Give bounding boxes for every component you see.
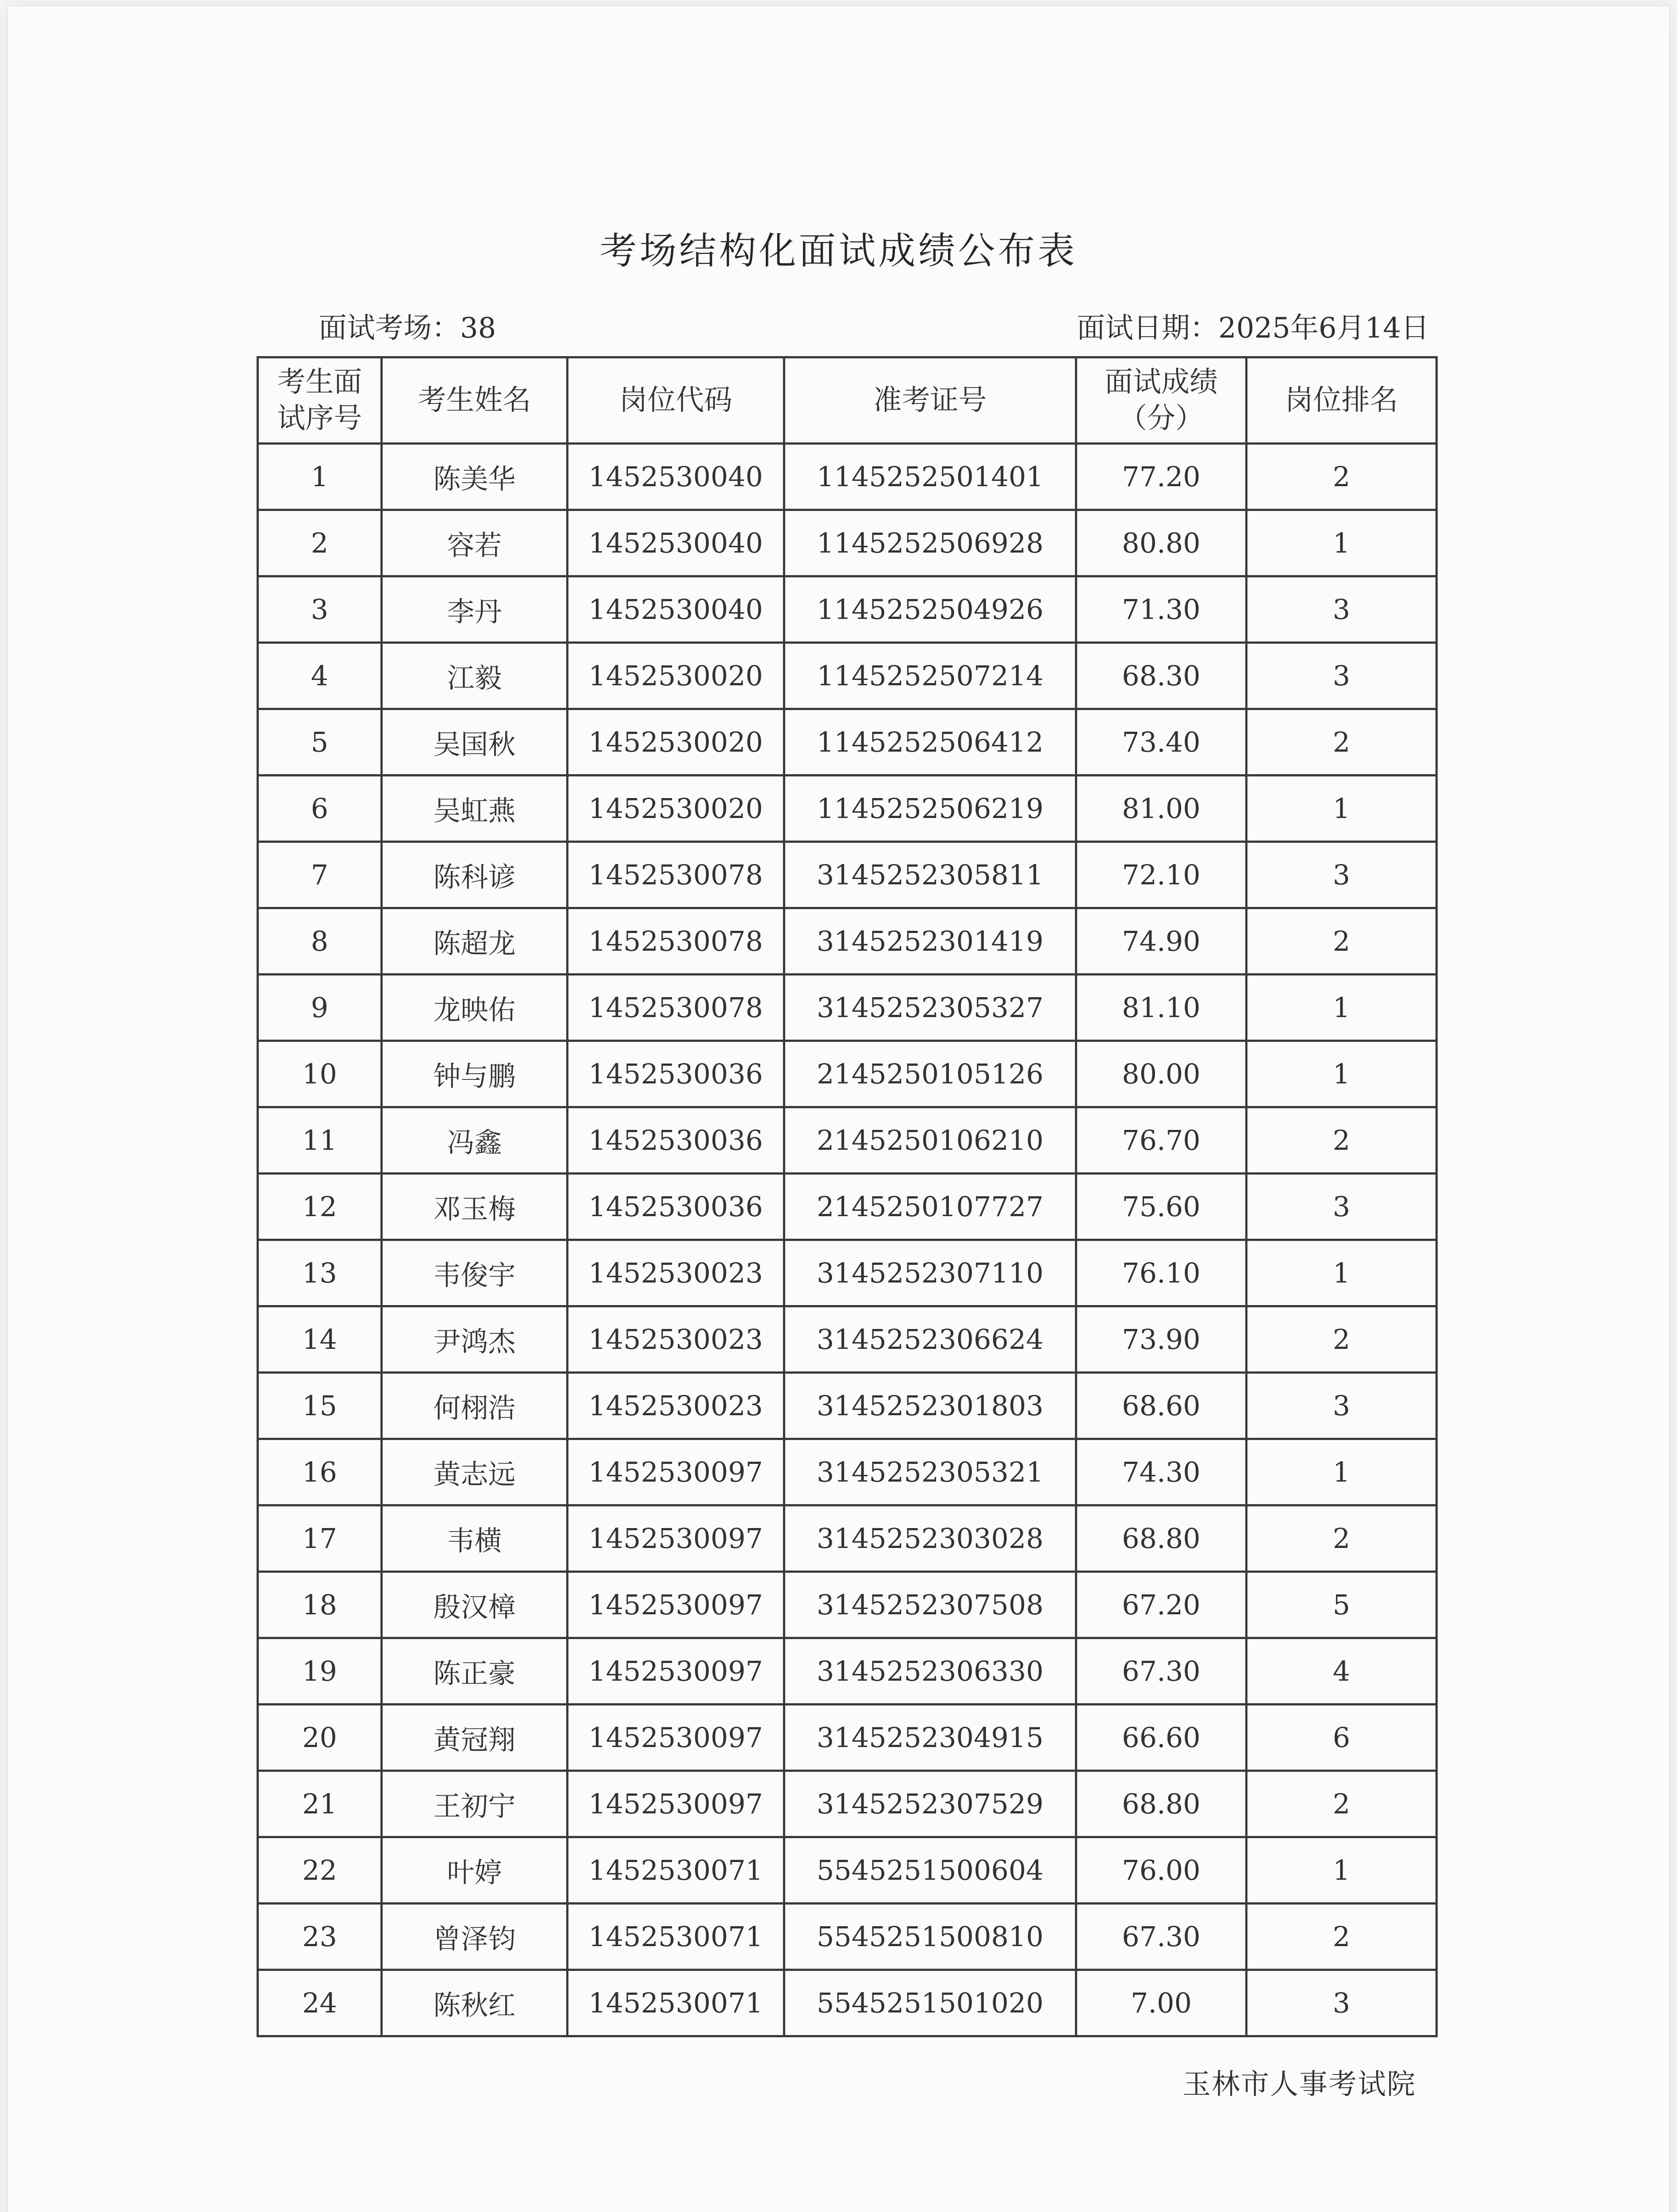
cell-name: 吴虹燕	[382, 776, 568, 842]
cell-ticket: 3145252306624	[784, 1306, 1076, 1373]
cell-seq: 7	[258, 842, 382, 908]
cell-rank: 4	[1247, 1638, 1437, 1705]
cell-score: 7.00	[1076, 1970, 1247, 2036]
cell-rank: 3	[1247, 1174, 1437, 1240]
table-row	[258, 643, 1437, 709]
cell-ticket: 1145252504926	[784, 576, 1076, 643]
table-row	[258, 1638, 1437, 1705]
cell-seq: 5	[258, 709, 382, 776]
cell-score: 76.00	[1076, 1837, 1247, 1904]
cell-seq: 11	[258, 1107, 382, 1174]
cell-rank: 3	[1247, 643, 1437, 709]
cell-ticket: 3145252307110	[784, 1240, 1076, 1306]
table-row	[258, 1373, 1437, 1439]
cell-seq: 3	[258, 576, 382, 643]
cell-name: 冯鑫	[382, 1107, 568, 1174]
cell-seq: 12	[258, 1174, 382, 1240]
cell-ticket: 5545251500604	[784, 1837, 1076, 1904]
cell-post-code: 1452530036	[568, 1174, 784, 1240]
cell-score: 80.00	[1076, 1041, 1247, 1107]
exam-room-info	[319, 305, 496, 346]
cell-ticket: 3145252301803	[784, 1373, 1076, 1439]
cell-score: 74.90	[1076, 908, 1247, 975]
cell-name: 陈科谚	[382, 842, 568, 908]
cell-ticket: 2145250105126	[784, 1041, 1076, 1107]
cell-seq: 19	[258, 1638, 382, 1705]
cell-ticket: 3145252307508	[784, 1572, 1076, 1638]
issuer-footer: 玉林市人事考试院	[1182, 2068, 1416, 2101]
cell-post-code: 1452530040	[568, 576, 784, 643]
cell-score: 74.30	[1076, 1439, 1247, 1505]
cell-score: 68.30	[1076, 643, 1247, 709]
exam-room-label: 面试考场：	[319, 312, 460, 345]
cell-post-code: 1452530023	[568, 1240, 784, 1306]
table-row	[258, 908, 1437, 975]
table-row	[258, 1240, 1437, 1306]
cell-seq: 20	[258, 1705, 382, 1771]
cell-post-code: 1452530023	[568, 1373, 784, 1439]
cell-post-code: 1452530078	[568, 842, 784, 908]
cell-name: 韦俊宇	[382, 1240, 568, 1306]
cell-post-code: 1452530023	[568, 1306, 784, 1373]
cell-name: 钟与鹏	[382, 1041, 568, 1107]
document-title: 考场结构化面试成绩公布表	[599, 229, 1078, 273]
header-score-line2: （分）	[1119, 402, 1204, 435]
cell-rank: 1	[1247, 975, 1437, 1041]
cell-name: 王初宁	[382, 1771, 568, 1837]
cell-rank: 2	[1247, 444, 1437, 510]
cell-ticket: 1145252506219	[784, 776, 1076, 842]
cell-name: 黄冠翔	[382, 1705, 568, 1771]
cell-rank: 1	[1247, 510, 1437, 576]
table-row	[258, 975, 1437, 1041]
cell-seq: 21	[258, 1771, 382, 1837]
cell-score: 67.30	[1076, 1638, 1247, 1705]
cell-seq: 14	[258, 1306, 382, 1373]
table-row	[258, 1837, 1437, 1904]
cell-rank: 3	[1247, 576, 1437, 643]
cell-ticket: 1145252506412	[784, 709, 1076, 776]
cell-score: 73.90	[1076, 1306, 1247, 1373]
header-post-code: 岗位代码	[568, 357, 784, 444]
table-header-row	[258, 357, 1437, 444]
cell-seq: 8	[258, 908, 382, 975]
cell-ticket: 3145252303028	[784, 1505, 1076, 1572]
cell-seq: 15	[258, 1373, 382, 1439]
cell-post-code: 1452530097	[568, 1771, 784, 1837]
table-row	[258, 1439, 1437, 1505]
cell-rank: 1	[1247, 1240, 1437, 1306]
cell-name: 陈美华	[382, 444, 568, 510]
cell-name: 叶婷	[382, 1837, 568, 1904]
cell-rank: 3	[1247, 1970, 1437, 2036]
cell-score: 73.40	[1076, 709, 1247, 776]
table-body	[258, 444, 1437, 2036]
table-row	[258, 1970, 1437, 2036]
cell-rank: 1	[1247, 1439, 1437, 1505]
exam-date-info	[1077, 305, 1429, 346]
cell-seq: 4	[258, 643, 382, 709]
cell-score: 68.80	[1076, 1771, 1247, 1837]
cell-post-code: 1452530020	[568, 709, 784, 776]
table-row	[258, 1771, 1437, 1837]
cell-name: 龙映佑	[382, 975, 568, 1041]
table-row	[258, 709, 1437, 776]
cell-name: 李丹	[382, 576, 568, 643]
header-ticket: 准考证号	[784, 357, 1076, 444]
cell-name: 韦横	[382, 1505, 568, 1572]
cell-seq: 24	[258, 1970, 382, 2036]
cell-post-code: 1452530036	[568, 1107, 784, 1174]
cell-post-code: 1452530040	[568, 444, 784, 510]
cell-rank: 3	[1247, 1373, 1437, 1439]
cell-name: 陈超龙	[382, 908, 568, 975]
cell-ticket: 3145252306330	[784, 1638, 1076, 1705]
cell-score: 68.60	[1076, 1373, 1247, 1439]
cell-name: 何栩浩	[382, 1373, 568, 1439]
cell-post-code: 1452530078	[568, 975, 784, 1041]
cell-ticket: 3145252304915	[784, 1705, 1076, 1771]
cell-score: 81.00	[1076, 776, 1247, 842]
cell-post-code: 1452530078	[568, 908, 784, 975]
cell-ticket: 3145252305327	[784, 975, 1076, 1041]
header-name: 考生姓名	[382, 357, 568, 444]
cell-post-code: 1452530071	[568, 1837, 784, 1904]
cell-post-code: 1452530020	[568, 643, 784, 709]
cell-rank: 2	[1247, 1306, 1437, 1373]
cell-post-code: 1452530071	[568, 1970, 784, 2036]
cell-seq: 22	[258, 1837, 382, 1904]
cell-ticket: 3145252305321	[784, 1439, 1076, 1505]
cell-score: 67.30	[1076, 1904, 1247, 1970]
cell-rank: 2	[1247, 1904, 1437, 1970]
exam-date-label: 面试日期：	[1076, 312, 1218, 345]
table-row	[258, 1174, 1437, 1240]
cell-name: 殷汉樟	[382, 1572, 568, 1638]
table-row	[258, 1705, 1437, 1771]
cell-post-code: 1452530020	[568, 776, 784, 842]
header-seq-line1: 考生面	[277, 366, 362, 399]
cell-seq: 6	[258, 776, 382, 842]
cell-score: 80.80	[1076, 510, 1247, 576]
cell-name: 曾泽钧	[382, 1904, 568, 1970]
cell-ticket: 2145250106210	[784, 1107, 1076, 1174]
cell-seq: 13	[258, 1240, 382, 1306]
cell-post-code: 1452530036	[568, 1041, 784, 1107]
cell-score: 72.10	[1076, 842, 1247, 908]
cell-seq: 1	[258, 444, 382, 510]
table-row	[258, 1306, 1437, 1373]
cell-score: 77.20	[1076, 444, 1247, 510]
cell-score: 66.60	[1076, 1705, 1247, 1771]
cell-score: 76.70	[1076, 1107, 1247, 1174]
cell-ticket: 5545251500810	[784, 1904, 1076, 1970]
cell-name: 江毅	[382, 643, 568, 709]
cell-name: 邓玉梅	[382, 1174, 568, 1240]
cell-name: 吴国秋	[382, 709, 568, 776]
cell-ticket: 2145250107727	[784, 1174, 1076, 1240]
table-row	[258, 1041, 1437, 1107]
cell-post-code: 1452530040	[568, 510, 784, 576]
cell-score: 71.30	[1076, 576, 1247, 643]
cell-rank: 3	[1247, 842, 1437, 908]
header-score-line1: 面试成绩	[1105, 366, 1218, 399]
cell-score: 68.80	[1076, 1505, 1247, 1572]
cell-post-code: 1452530097	[568, 1705, 784, 1771]
cell-rank: 6	[1247, 1705, 1437, 1771]
cell-rank: 1	[1247, 776, 1437, 842]
header-seq-line2: 试序号	[277, 402, 362, 435]
cell-name: 黄志远	[382, 1439, 568, 1505]
cell-seq: 23	[258, 1904, 382, 1970]
header-seq	[258, 357, 382, 444]
cell-ticket: 3145252301419	[784, 908, 1076, 975]
exam-room-value: 38	[460, 312, 496, 345]
cell-ticket: 3145252307529	[784, 1771, 1076, 1837]
header-rank: 岗位排名	[1247, 357, 1437, 444]
cell-ticket: 1145252501401	[784, 444, 1076, 510]
cell-post-code: 1452530097	[568, 1638, 784, 1705]
table-row	[258, 842, 1437, 908]
cell-name: 尹鸿杰	[382, 1306, 568, 1373]
cell-rank: 1	[1247, 1837, 1437, 1904]
table-row	[258, 510, 1437, 576]
cell-rank: 5	[1247, 1572, 1437, 1638]
table-row	[258, 1904, 1437, 1970]
cell-name: 陈秋红	[382, 1970, 568, 2036]
cell-rank: 2	[1247, 709, 1437, 776]
cell-seq: 2	[258, 510, 382, 576]
cell-rank: 2	[1247, 1771, 1437, 1837]
cell-seq: 16	[258, 1439, 382, 1505]
cell-rank: 1	[1247, 1041, 1437, 1107]
table-row	[258, 1572, 1437, 1638]
cell-score: 67.20	[1076, 1572, 1247, 1638]
cell-seq: 9	[258, 975, 382, 1041]
cell-post-code: 1452530071	[568, 1904, 784, 1970]
cell-seq: 10	[258, 1041, 382, 1107]
header-score	[1076, 357, 1247, 444]
table-row	[258, 1107, 1437, 1174]
cell-rank: 2	[1247, 908, 1437, 975]
table-row	[258, 1505, 1437, 1572]
cell-seq: 17	[258, 1505, 382, 1572]
table-row	[258, 444, 1437, 510]
score-table	[257, 356, 1438, 2037]
cell-score: 75.60	[1076, 1174, 1247, 1240]
table-row	[258, 576, 1437, 643]
cell-name: 容若	[382, 510, 568, 576]
cell-score: 81.10	[1076, 975, 1247, 1041]
cell-score: 76.10	[1076, 1240, 1247, 1306]
cell-name: 陈正豪	[382, 1638, 568, 1705]
exam-date-value: 2025年6月14日	[1218, 312, 1429, 345]
cell-post-code: 1452530097	[568, 1572, 784, 1638]
cell-ticket: 3145252305811	[784, 842, 1076, 908]
cell-rank: 2	[1247, 1505, 1437, 1572]
cell-ticket: 1145252506928	[784, 510, 1076, 576]
cell-ticket: 1145252507214	[784, 643, 1076, 709]
cell-rank: 2	[1247, 1107, 1437, 1174]
cell-post-code: 1452530097	[568, 1505, 784, 1572]
cell-post-code: 1452530097	[568, 1439, 784, 1505]
cell-seq: 18	[258, 1572, 382, 1638]
cell-ticket: 5545251501020	[784, 1970, 1076, 2036]
table-row	[258, 776, 1437, 842]
